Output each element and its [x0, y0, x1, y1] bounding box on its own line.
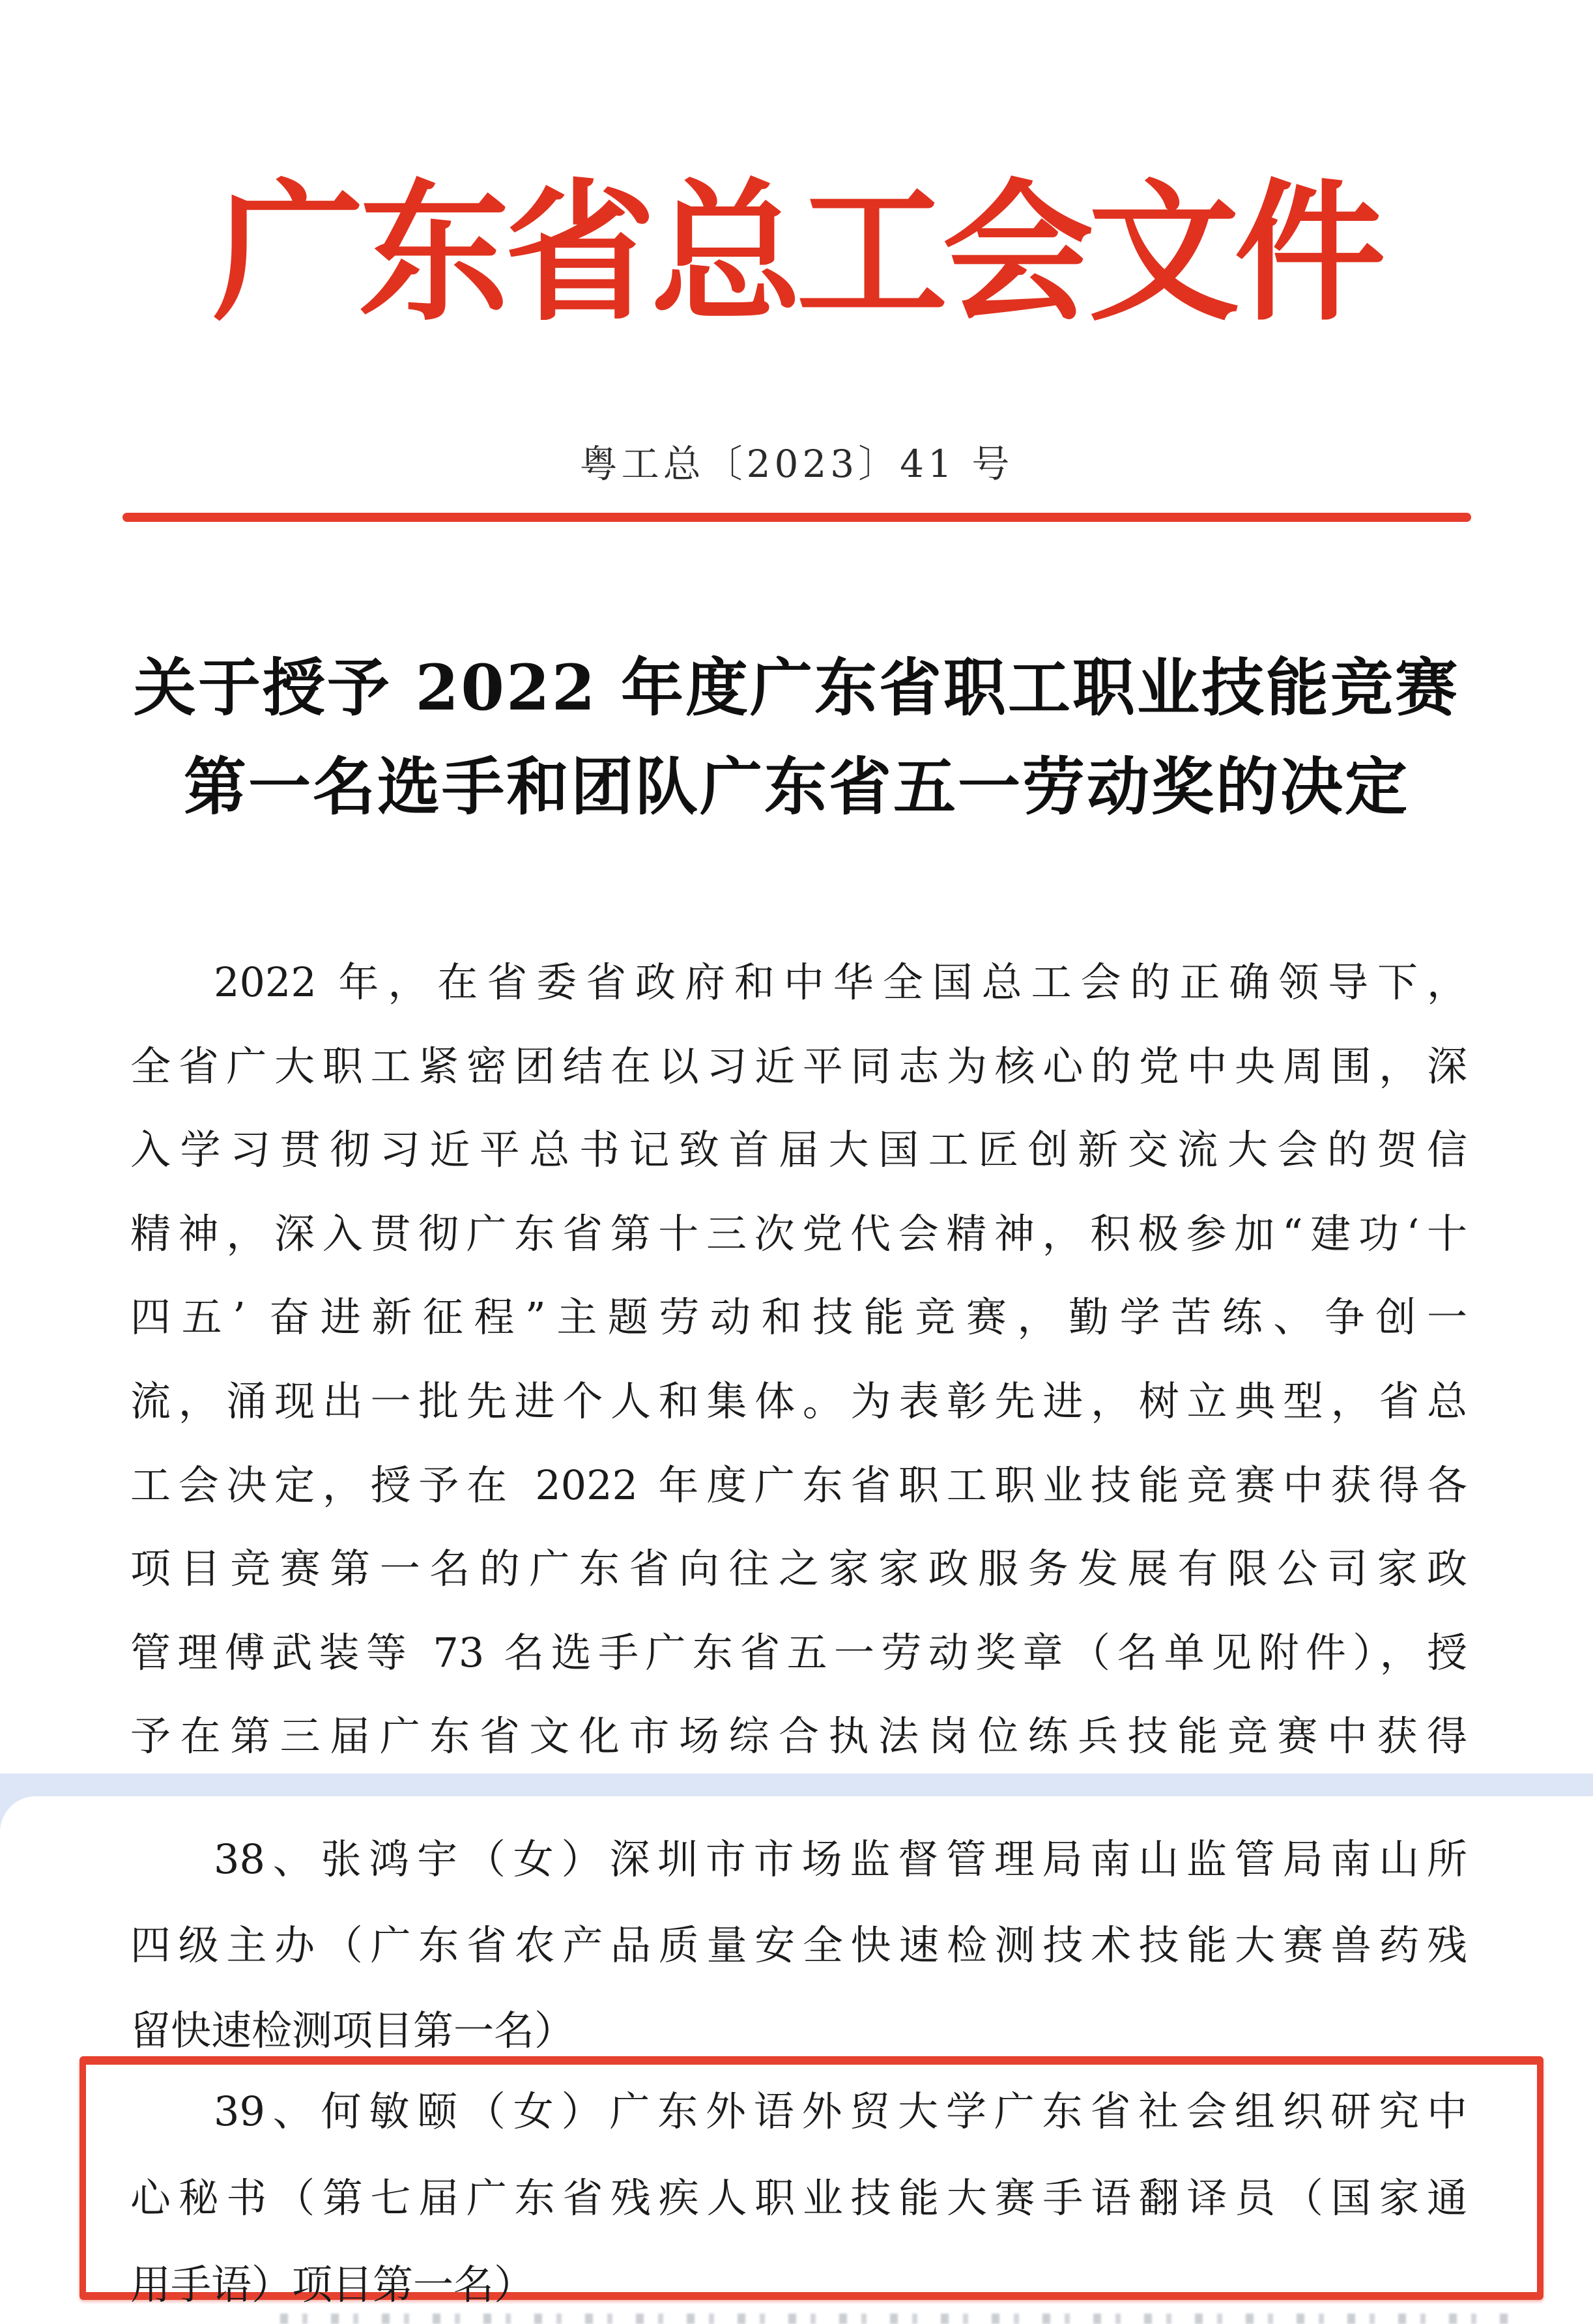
- list-item-line: 心秘书（第七届广东省残疾人职业技能大赛手语翻译员（国家通: [130, 2174, 1467, 2222]
- heading-line: 第一名选手和团队广东省五一劳动奖的决定: [184, 750, 1409, 824]
- body-line: 流，涌现出一批先进个人和集体。为表彰先进，树立典型，省总: [130, 1377, 1467, 1425]
- body-line: 项目竞赛第一名的广东省向往之家家政服务发展有限公司家政: [130, 1545, 1467, 1593]
- body-line: 四五’ 奋进新征程”主题劳动和技能竞赛，勤学苦练、争创一: [130, 1293, 1467, 1341]
- heading-line: 关于授予 2022 年度广东省职工职业技能竞赛: [133, 651, 1460, 724]
- list-item-38: [130, 1816, 1467, 2074]
- list-item-line: 用手语）项目第一名）: [130, 2261, 535, 2308]
- body-line: 予在第三届广东省文化市场综合执法岗位练兵技能竞赛中获得: [130, 1712, 1467, 1760]
- body-line: 全省广大职工紧密团结在以习近平同志为核心的党中央周围，深: [130, 1042, 1467, 1090]
- list-item-line: 38、张鸿宇（女）深圳市市场监督管理局南山监管局南山所: [214, 1835, 1467, 1883]
- red-divider-line: [122, 513, 1471, 522]
- list-item-39: [130, 2068, 1467, 2324]
- list-item-line: 四级主办（广东省农产品质量安全快速检测技术技能大赛兽药残: [130, 1921, 1467, 1969]
- body-line: 入学习贯彻习近平总书记致首届大国工匠创新交流大会的贺信: [130, 1126, 1467, 1174]
- document-number: 粤工总〔2023〕41 号: [579, 442, 1014, 486]
- body-paragraph: [130, 941, 1467, 1779]
- body-line: 2022 年，在省委省政府和中华全国总工会的正确领导下，: [214, 958, 1467, 1006]
- list-item-line: 39、何敏颐（女）广东外语外贸大学广东省社会组织研究中: [214, 2087, 1467, 2135]
- document-heading: [0, 638, 1593, 837]
- body-line: 工会决定，授予在 2022 年度广东省职工职业技能竞赛中获得各: [130, 1461, 1467, 1509]
- cropped-text-remnant: [280, 2314, 1521, 2324]
- list-item-line: 留快速检测项目第一名）: [130, 2007, 575, 2054]
- document-banner-title: 广东省总工会文件: [212, 164, 1381, 341]
- body-line: 精神，深入贯彻广东省第十三次党代会精神，积极参加“建功‘十: [130, 1209, 1467, 1257]
- body-line: 管理傅武装等 73 名选手广东省五一劳动奖章（名单见附件），授: [130, 1628, 1467, 1676]
